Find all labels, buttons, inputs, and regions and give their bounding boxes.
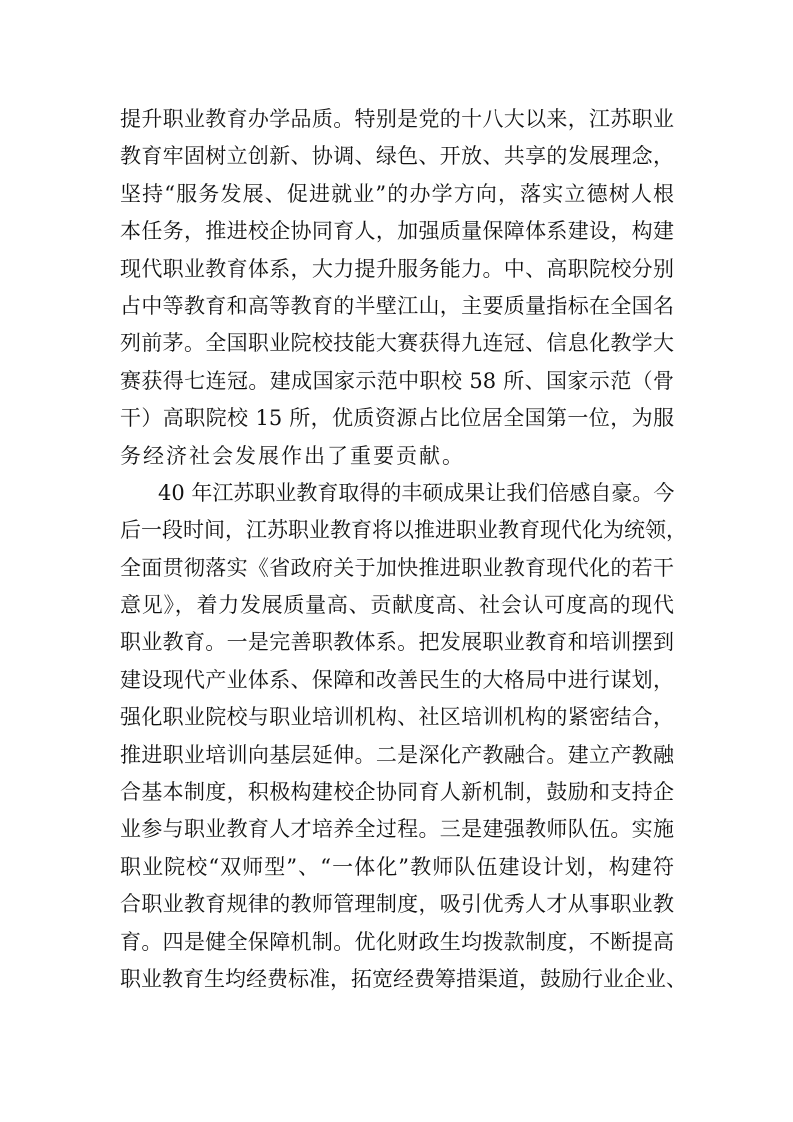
text-line: 赛获得七连冠。建成国家示范中职校 58 所、国家示范（骨	[120, 368, 674, 393]
text-line: 职业院校“双师型”、“一体化”教师队伍建设计划，构建符	[120, 854, 674, 879]
text-line: 强化职业院校与职业培训机构、社区培训机构的紧密结合，	[120, 705, 674, 730]
text-line: 意见》，着力发展质量高、贡献度高、社会认可度高的现代	[120, 593, 674, 618]
text-line: 务经济社会发展作出了重要贡献。	[120, 443, 465, 468]
text-line: 职业教育。一是完善职教体系。把发展职业教育和培训摆到	[120, 630, 674, 655]
text-line: 列前茅。全国职业院校技能大赛获得九连冠、信息化教学大	[120, 331, 674, 356]
text-line: 推进职业培训向基层延伸。二是深化产教融合。建立产教融	[120, 742, 674, 767]
text-line: 育。四是健全保障机制。优化财政生均拨款制度，不断提高	[120, 929, 674, 954]
text-line: 本任务，推进校企协同育人，加强质量保障体系建设，构建	[120, 219, 674, 244]
text-line: 坚持“服务发展、促进就业”的办学方向，落实立德树人根	[120, 181, 674, 206]
paragraph	[120, 475, 687, 998]
text-line: 40 年江苏职业教育取得的丰硕成果让我们倍感自豪。今	[158, 480, 675, 505]
text-line: 职业教育生均经费标准，拓宽经费筹措渠道，鼓励行业企业、	[120, 966, 687, 991]
text-line: 合基本制度，积极构建校企协同育人新机制，鼓励和支持企	[120, 780, 674, 805]
text-line: 全面贯彻落实《省政府关于加快推进职业教育现代化的若干	[120, 555, 674, 580]
text-line: 后一段时间，江苏职业教育将以推进职业教育现代化为统领，	[120, 518, 687, 543]
text-line: 提升职业教育办学品质。特别是党的十八大以来，江苏职业	[120, 107, 674, 131]
text-line: 占中等教育和高等教育的半壁江山，主要质量指标在全国名	[120, 293, 674, 318]
document-page	[120, 101, 687, 998]
paragraph	[120, 101, 674, 475]
text-line: 教育牢固树立创新、协调、绿色、开放、共享的发展理念，	[120, 144, 674, 169]
text-line: 业参与职业教育人才培养全过程。三是建强教师队伍。实施	[120, 817, 674, 842]
text-line: 干）高职院校 15 所，优质资源占比位居全国第一位，为服	[120, 406, 674, 431]
text-line: 现代职业教育体系，大力提升服务能力。中、高职院校分别	[120, 256, 674, 281]
text-line: 建设现代产业体系、保障和改善民生的大格局中进行谋划，	[120, 667, 674, 692]
text-line: 合职业教育规律的教师管理制度，吸引优秀人才从事职业教	[120, 892, 674, 917]
